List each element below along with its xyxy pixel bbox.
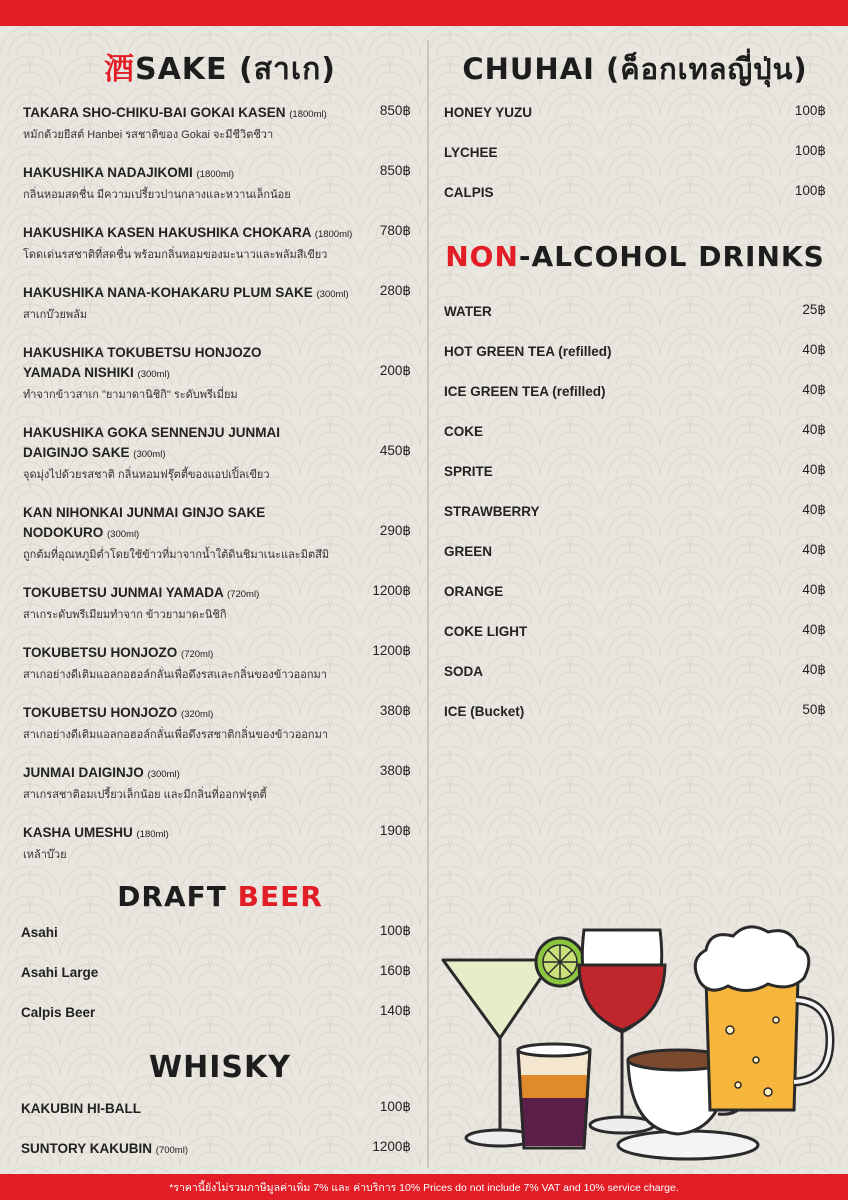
sake-item-price: 850฿ bbox=[379, 103, 411, 118]
sake-kanji: 酒 bbox=[103, 52, 135, 87]
drink-item-name-line bbox=[444, 582, 764, 602]
sake-item-description: จุดมุ่งไปด้วยรสชาติ กลิ่นหอมฟรุ๊ตตี้ของแอปเปิ้ลเขียว bbox=[23, 469, 270, 481]
chuhai-item-price: 100฿ bbox=[794, 143, 826, 158]
sake-item-price: 1200฿ bbox=[372, 643, 411, 658]
chuhai-item-name: CALPIS bbox=[444, 185, 494, 200]
sake-item-volume: (320ml) bbox=[181, 709, 214, 720]
beer-item-name: Calpis Beer bbox=[21, 1005, 96, 1020]
sake-item-description: ถูกต้มที่อุณหภูมิต่ำโดยใช้ข้าวที่มาจากน้ำใต้ดินชิมาเนะและมิตสึมิ bbox=[23, 549, 330, 561]
sake-item-name: TOKUBETSU HONJOZO bbox=[23, 645, 178, 660]
lime-slice-icon bbox=[536, 938, 584, 986]
whisky-item-name-line bbox=[21, 1099, 341, 1119]
sake-item-volume: (300ml) bbox=[133, 449, 166, 460]
chuhai-item bbox=[444, 143, 764, 163]
beer-item-name-line bbox=[21, 1003, 341, 1023]
non-alcohol-heading-red: NON bbox=[445, 240, 519, 273]
sake-heading bbox=[20, 44, 420, 93]
chuhai-item bbox=[444, 103, 764, 123]
drink-item-price: 40฿ bbox=[802, 542, 826, 557]
whisky-item-volume: (700ml) bbox=[155, 1145, 188, 1156]
beer-item-name: Asahi Large bbox=[21, 965, 99, 980]
whisky-item bbox=[21, 1139, 341, 1161]
drink-item-name: COKE LIGHT bbox=[444, 624, 528, 639]
sake-item-volume: (1800ml) bbox=[289, 109, 327, 120]
drink-item-name-line bbox=[444, 462, 764, 482]
sake-item-name-line2 bbox=[23, 523, 383, 545]
sake-item-description: สาเกรสชาติอมเปรี้ยวเล็กน้อย และมีกลิ่นที่ออกฟรุตตี้ bbox=[23, 789, 267, 801]
footer-bar bbox=[0, 1174, 848, 1200]
sake-item-description: เหล้าบ๊วย bbox=[23, 849, 67, 861]
sake-item-description: หมักด้วยยีสต์ Hanbei รสชาติของ Gokai จะมีชีวิตชีวา bbox=[23, 129, 274, 141]
drink-item-name: ORANGE bbox=[444, 584, 504, 599]
drinks-illustration bbox=[438, 920, 838, 1170]
drink-item-name-line bbox=[444, 702, 764, 722]
column-divider bbox=[427, 40, 429, 1168]
sake-item-description: โดดเด่นรสชาติที่สดชื่น พร้อมกลิ่นหอมของมะนาวและพลัมสีเขียว bbox=[23, 249, 328, 261]
sake-item bbox=[23, 503, 383, 565]
chuhai-item-name: LYCHEE bbox=[444, 145, 498, 160]
sake-item-name-cont: NODOKURO bbox=[23, 525, 104, 540]
sake-item-description: สาเกบ๊วยพลัม bbox=[23, 309, 88, 321]
drink-item-price: 40฿ bbox=[802, 422, 826, 437]
drink-item-name: WATER bbox=[444, 304, 492, 319]
sake-item-price: 450฿ bbox=[379, 443, 411, 458]
shot-glass-icon bbox=[518, 1044, 590, 1148]
chuhai-heading-text: CHUHAI (ค็อกเทลญี่ปุ่น) bbox=[462, 52, 808, 86]
drink-item-name-line bbox=[444, 502, 764, 522]
draft-beer-heading-black: DRAFT bbox=[117, 880, 227, 913]
sake-item-description: สาเกระดับพรีเมียมทำจาก ข้าวยามาดะนิชิกิ bbox=[23, 609, 227, 621]
beer-item-name-line bbox=[21, 963, 341, 983]
sake-item-name-line bbox=[23, 703, 383, 725]
whisky-item bbox=[21, 1099, 341, 1119]
sake-item bbox=[23, 223, 383, 265]
sake-item-description: สาเกอย่างดีเติมแอลกอฮอล์กลั่นเพื่อดึงรสและกลิ่นของข้าวออกมา bbox=[23, 669, 327, 681]
drink-item-price: 40฿ bbox=[802, 502, 826, 517]
sake-item bbox=[23, 643, 383, 685]
sake-item-price: 280฿ bbox=[379, 283, 411, 298]
sake-item bbox=[23, 763, 383, 805]
drink-item bbox=[444, 662, 764, 682]
sake-item-name: HAKUSHIKA GOKA SENNENJU JUNMAI bbox=[23, 425, 281, 440]
sake-item-description: สาเกอย่างดีเติมแอลกอฮอล์กลั่นเพื่อดึงรสชาติกลิ่นของข้าวออกมา bbox=[23, 729, 329, 741]
sake-item-volume: (720ml) bbox=[227, 589, 260, 600]
sake-item-name: JUNMAI DAIGINJO bbox=[23, 765, 144, 780]
draft-beer-heading bbox=[20, 880, 420, 913]
sake-item bbox=[23, 823, 383, 865]
sake-item-name-line bbox=[23, 763, 383, 785]
beer-item bbox=[21, 963, 341, 983]
sake-item-volume: (300ml) bbox=[137, 369, 170, 380]
drink-item-name: SODA bbox=[444, 664, 484, 679]
whisky-item-name: KAKUBIN HI-BALL bbox=[21, 1101, 141, 1116]
drink-item-price: 40฿ bbox=[802, 382, 826, 397]
sake-item bbox=[23, 283, 383, 325]
sake-item bbox=[23, 163, 383, 205]
drink-item bbox=[444, 582, 764, 602]
sake-item-price: 850฿ bbox=[379, 163, 411, 178]
beer-item-name-line bbox=[21, 923, 341, 943]
sake-item-name-cont: DAIGINJO SAKE bbox=[23, 445, 130, 460]
drink-item-name-line bbox=[444, 422, 764, 442]
beer-item-price: 140฿ bbox=[379, 1003, 411, 1018]
drink-item bbox=[444, 342, 764, 362]
chuhai-item bbox=[444, 183, 764, 203]
sake-item-name-line2 bbox=[23, 363, 383, 385]
sake-item-price: 380฿ bbox=[379, 703, 411, 718]
drink-item-price: 50฿ bbox=[802, 702, 826, 717]
sake-item-price: 290฿ bbox=[379, 523, 411, 538]
sake-item-name-line bbox=[23, 103, 383, 125]
sake-item-name-line bbox=[23, 163, 383, 185]
top-red-bar bbox=[0, 0, 848, 26]
drink-item-name: STRAWBERRY bbox=[444, 504, 540, 519]
sake-item-volume: (720ml) bbox=[181, 649, 214, 660]
beer-item-name: Asahi bbox=[21, 925, 58, 940]
drink-item bbox=[444, 542, 764, 562]
beer-item bbox=[21, 923, 341, 943]
drink-item-price: 25฿ bbox=[802, 302, 826, 317]
chuhai-item-name-line bbox=[444, 103, 764, 123]
sake-item-name-line bbox=[23, 223, 383, 245]
sake-item-name: HAKUSHIKA KASEN HAKUSHIKA CHOKARA bbox=[23, 225, 312, 240]
drink-item-name-line bbox=[444, 382, 764, 402]
sake-item-volume: (300ml) bbox=[316, 289, 349, 300]
sake-item-name: TOKUBETSU HONJOZO bbox=[23, 705, 178, 720]
drink-item-name: HOT GREEN TEA (refilled) bbox=[444, 344, 612, 359]
sake-item-name-line bbox=[23, 823, 383, 845]
drink-item bbox=[444, 302, 764, 322]
sake-item-price: 780฿ bbox=[379, 223, 411, 238]
sake-item-name-line2 bbox=[23, 443, 383, 465]
whisky-item-name-line bbox=[21, 1139, 341, 1161]
drink-item bbox=[444, 622, 764, 642]
beer-item bbox=[21, 1003, 341, 1023]
beer-item-price: 160฿ bbox=[379, 963, 411, 978]
drink-item-name: ICE GREEN TEA (refilled) bbox=[444, 384, 606, 399]
sake-item-name: TAKARA SHO-CHIKU-BAI GOKAI KASEN bbox=[23, 105, 286, 120]
sake-item-price: 190฿ bbox=[379, 823, 411, 838]
sake-item bbox=[23, 103, 383, 145]
sake-item-name-cont: YAMADA NISHIKI bbox=[23, 365, 134, 380]
sake-item-name-line bbox=[23, 283, 383, 305]
whisky-heading-text: WHISKY bbox=[149, 1050, 291, 1085]
chuhai-item-name-line bbox=[444, 143, 764, 163]
chuhai-item-name-line bbox=[444, 183, 764, 203]
chuhai-item-name: HONEY YUZU bbox=[444, 105, 533, 120]
drink-item-name-line bbox=[444, 302, 764, 322]
sake-item-name-line bbox=[23, 583, 383, 605]
sake-item-description: กลิ่นหอมสดชื่น มีความเปรี้ยวปานกลางและหวานเล็กน้อย bbox=[23, 189, 291, 201]
drink-item-price: 40฿ bbox=[802, 582, 826, 597]
sake-item-volume: (180ml) bbox=[136, 829, 169, 840]
sake-item-name: HAKUSHIKA NADAJIKOMI bbox=[23, 165, 193, 180]
whisky-item-name: SUNTORY KAKUBIN bbox=[21, 1141, 153, 1156]
sake-item-name: HAKUSHIKA NANA-KOHAKARU PLUM SAKE bbox=[23, 285, 313, 300]
sake-item-volume: (300ml) bbox=[107, 529, 140, 540]
sake-item-name: KASHA UMESHU bbox=[23, 825, 133, 840]
sake-item-description: ทำจากข้าวสาเก "ยามาดานิชิกิ" ระดับพรีเมี่ยม bbox=[23, 389, 238, 401]
drink-item-name-line bbox=[444, 342, 764, 362]
drink-item-name-line bbox=[444, 622, 764, 642]
drink-item-name: COKE bbox=[444, 424, 484, 439]
beer-mug-icon bbox=[695, 927, 830, 1110]
sake-item-price: 200฿ bbox=[379, 363, 411, 378]
whisky-heading bbox=[20, 1050, 420, 1085]
drink-item-price: 40฿ bbox=[802, 342, 826, 357]
drink-item bbox=[444, 462, 764, 482]
sake-item-volume: (1800ml) bbox=[314, 229, 353, 240]
drink-item-name: ICE (Bucket) bbox=[444, 704, 525, 719]
sake-item-name: HAKUSHIKA TOKUBETSU HONJOZO bbox=[23, 345, 262, 360]
drink-item-name-line bbox=[444, 542, 764, 562]
non-alcohol-heading-black: -ALCOHOL DRINKS bbox=[518, 240, 825, 273]
sake-item bbox=[23, 583, 383, 625]
drink-item bbox=[444, 382, 764, 402]
non-alcohol-heading bbox=[440, 240, 830, 273]
chuhai-item-price: 100฿ bbox=[794, 183, 826, 198]
sake-item bbox=[23, 343, 383, 405]
draft-beer-heading-red: BEER bbox=[237, 880, 323, 913]
sake-item-name: TOKUBETSU JUNMAI YAMADA bbox=[23, 585, 224, 600]
drink-item bbox=[444, 422, 764, 442]
chuhai-heading bbox=[440, 46, 830, 92]
drink-item-price: 40฿ bbox=[802, 662, 826, 677]
sake-item bbox=[23, 703, 383, 745]
drink-item-name: GREEN bbox=[444, 544, 493, 559]
whisky-item-price: 1200฿ bbox=[372, 1139, 411, 1154]
sake-heading-text: SAKE (สาเก) bbox=[134, 52, 336, 87]
whisky-item-price: 100฿ bbox=[379, 1099, 411, 1114]
sake-item-price: 1200฿ bbox=[372, 583, 411, 598]
sake-item-price: 380฿ bbox=[379, 763, 411, 778]
sake-item-name-line bbox=[23, 643, 383, 665]
drink-item-name: SPRITE bbox=[444, 464, 493, 479]
drink-item-name-line bbox=[444, 662, 764, 682]
sake-item-volume: (300ml) bbox=[147, 769, 180, 780]
sake-item-volume: (1800ml) bbox=[196, 169, 235, 180]
beer-item-price: 100฿ bbox=[379, 923, 411, 938]
sake-item-name: KAN NIHONKAI JUNMAI GINJO SAKE bbox=[23, 505, 266, 520]
drink-item-price: 40฿ bbox=[802, 622, 826, 637]
drink-item-price: 40฿ bbox=[802, 462, 826, 477]
footer-note: *ราคานี้ยังไม่รวมภาษีมูลค่าเพิ่ม 7% และ ค่าบริการ 10% Prices do not include 7% VAT and 10% service charge. bbox=[169, 1181, 679, 1194]
chuhai-item-price: 100฿ bbox=[794, 103, 826, 118]
sake-item bbox=[23, 423, 383, 485]
drink-item bbox=[444, 502, 764, 522]
drink-item bbox=[444, 702, 764, 722]
